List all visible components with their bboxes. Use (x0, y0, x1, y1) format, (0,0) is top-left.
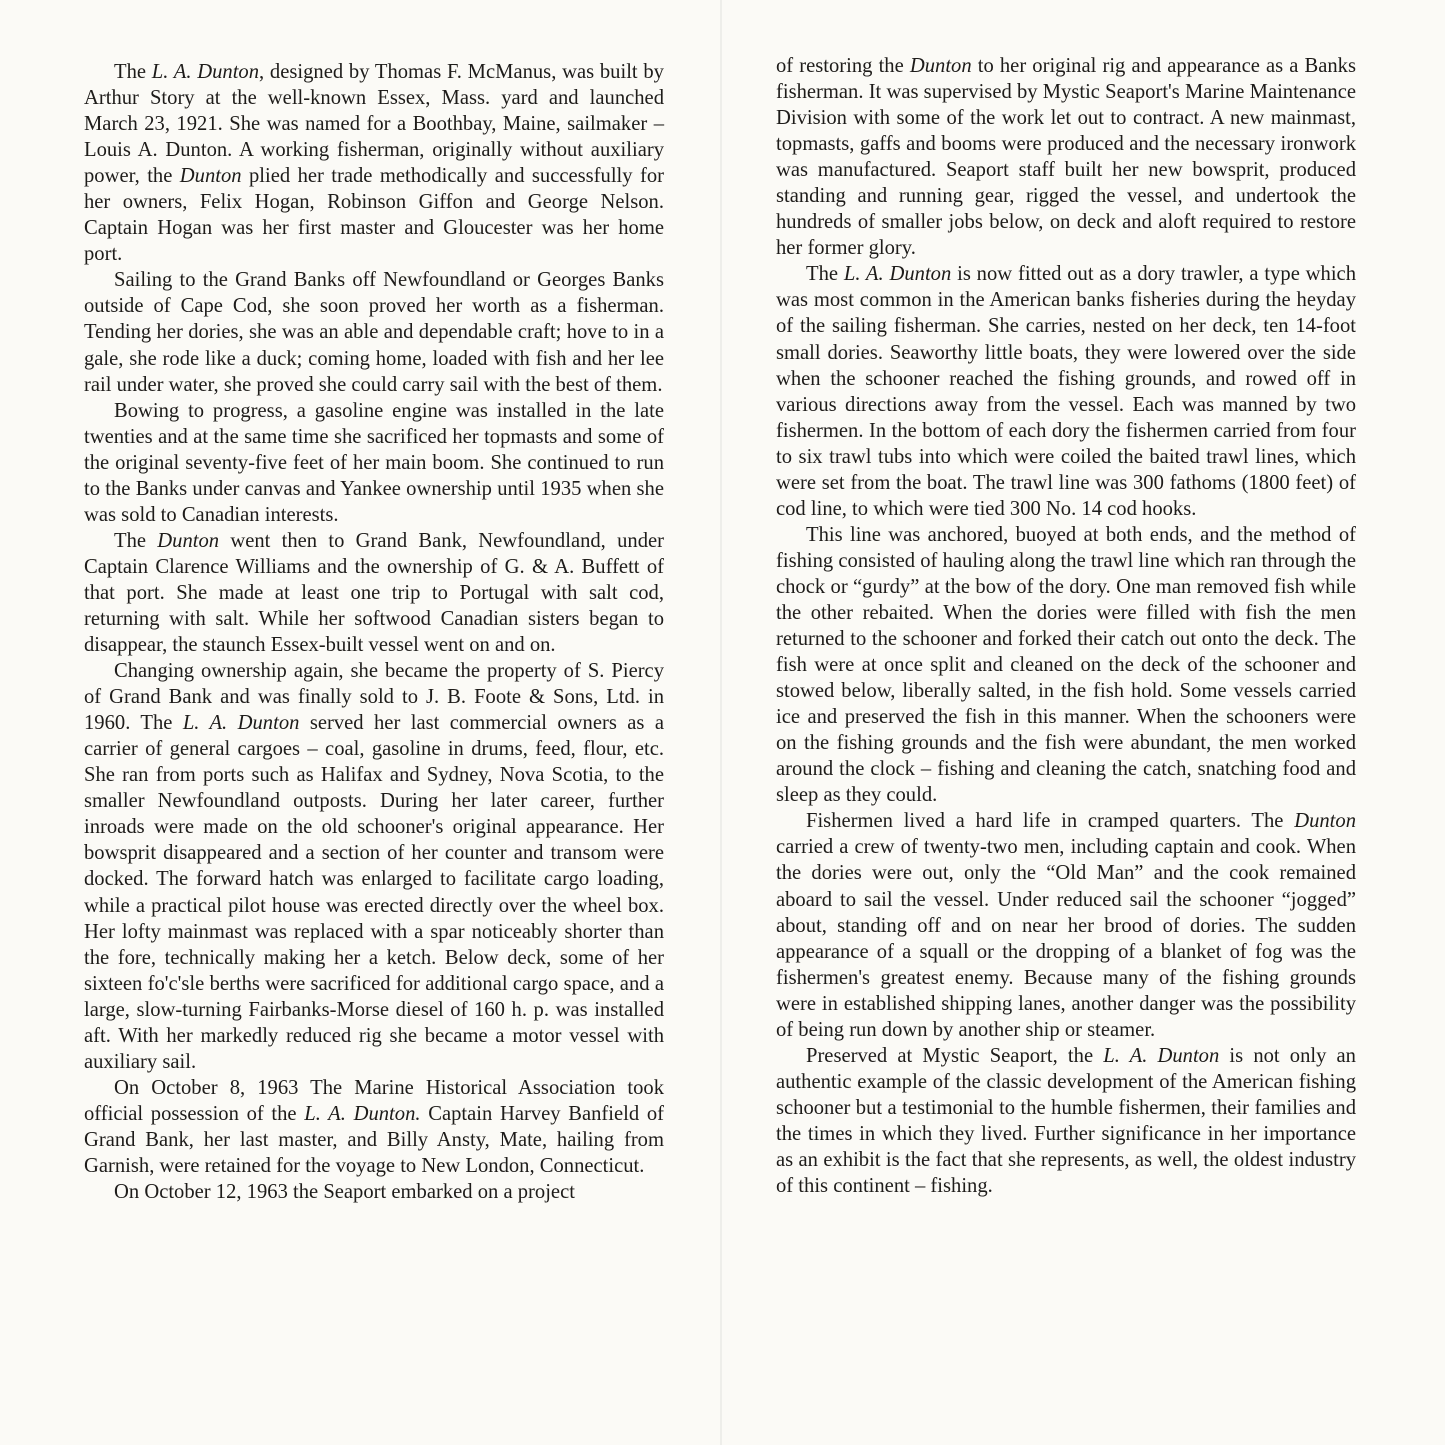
vessel-name: Dunton (179, 165, 242, 188)
paragraph-trawl-method: This line was anchored, buoyed at both ends, and the method of fishing consisted of hauling along the trawl line which ran through the chock or “gurdy” at the bow of the dory. One man removed fish while the other rebaited. When the dories were filled with fish the men returned to the schooner and forked their catch out onto the deck. The fish were at once split and cleaned on the deck of the schooner and stowed below, liberally salted, in the fish hold. Some vessels carried ice and preserved the fish in this manner. When the schooners were on the fishing grounds and the fish were abundant, the men worked around the clock – fishing and cleaning the catch, snatching food and sleep as they could. (776, 523, 1356, 807)
paragraph-dory-trawler: The L. A. Dunton is now fitted out as a dory trawler, a type which was most common in the American banks fisheries during the heyday of the sailing fisherman. She carries, nested on her deck, ten 14-foot small dories. Seaworthy little boats, they were lowered over the side when the schooner reached the fishing grounds, and rowed off in various directions away from the vessel. Each was manned by two fishermen. In the bottom of each dory the fishermen carried from four to six trawl tubs into which were coiled the baited trawl lines, which were set from the boat. The trawl line was 300 fathoms (1800 feet) of cod line, to which were tied 300 No. 14 cod hooks. (776, 263, 1356, 520)
paragraph-fishermen-life: Fishermen lived a hard life in cramped quarters. The Dunton carried a crew of twenty-two men, including captain and cook. When the dories were out, only the “Old Man” and the cook remained aboard to sail the vessel. Under reduced sail the schooner “jogged” about, standing off and on near her brood of dories. The sudden appearance of a squall or the dropping of a blanket of fog was the fishermen's greatest enemy. Because many of the fishing grounds were in established shipping lanes, another danger was the possibility of being run down by another ship or steamer. (776, 810, 1356, 1041)
right-page-column (776, 53, 1356, 1199)
paragraph-preserved: Preserved at Mystic Seaport, the L. A. Dunton is not only an authentic example of the classic development of the American fishing schooner but a testimonial to the humble fishermen, their families and the times in which they lived. Further significance in her importance as an exhibit is the fact that she represents, as well, the oldest industry of this continent – fishing. (776, 1044, 1356, 1198)
paragraph-possession-1963: On October 8, 1963 The Marine Historical Association took official possession of the L. A. Dunton. Captain Harvey Banfield of Grand Bank, her last master, and Billy Ansty, Mate, hailing from Garnish, were retained for the voyage to New London, Connecticut. (84, 1076, 665, 1177)
paragraph-grand-banks: Sailing to the Grand Banks off Newfoundland or Georges Banks outside of Cape Cod, she soon proved her worth as a fisherman. Tending her dories, she was an able and dependable craft; hove to in a gale, she rode like a duck; coming home, loaded with fish and her lee rail under water, she proved she could carry sail with the best of them. (84, 269, 664, 396)
paragraph-restoration-continued: of restoring the Dunton to her original rig and appearance as a Banks fisherman. It was supervised by Mystic Seaport's Marine Maintenance Division with some of the work let out to contract. A new mainmast, topmasts, gaffs and booms were produced and the necessary ironwork was manufactured. Seaport staff built her new bowsprit, produced standing and running gear, rigged the vessel, and undertook the hundreds of smaller jobs below, on deck and aloft required to restore her former glory. (776, 55, 1356, 260)
paragraph-restoration-start: On October 12, 1963 the Seaport embarked on a project (114, 1181, 575, 1204)
page-fold (720, 0, 722, 1445)
vessel-name: L. A. Dunton. (304, 1102, 421, 1125)
paragraph-newfoundland: The Dunton went then to Grand Bank, Newfoundland, under Captain Clarence Williams and the ownership of G. & A. Buffett of that port. She made at least one trip to Portugal with salt cod, returning with salt. While her softwood Canadian sisters began to disappear, the staunch Essex-built vessel went on and on. (84, 529, 664, 657)
vessel-name: L. A. Dunton (151, 61, 260, 83)
vessel-name: L. A. Dunton (843, 263, 952, 286)
paragraph-changing-ownership: Changing ownership again, she became the property of S. Piercy of Grand Bank and was finally sold to J. B. Foote & Sons, Ltd. in 1960. The L. A. Dunton served her last commercial owners as a carrier of general cargoes – coal, gasoline in drums, feed, flour, etc. She ran from ports such as Halifax and Sydney, Nova Scotia, to the smaller Newfoundland outposts. During her later career, further inroads were made on the old schooner's original appearance. Her bowsprit disappeared and a section of her counter and transom were docked. The forward hatch was enlarged to facilitate cargo loading, while a practical pilot house was erected directly over the wheel box. Her lofty mainmast was replaced with a spar noticeably shorter than the fore, technically making her a ketch. Below deck, some of her sixteen fo'c'sle berths were sacrificed for additional cargo space, and a large, slow-turning Fairbanks-Morse diesel of 160 h. p. was installed aft. With her markedly reduced rig she became a motor vessel with auxiliary sail. (84, 660, 664, 1073)
paragraph-design-and-launch: The L. A. Dunton, designed by Thomas F. McManus, was built by Arthur Story at the well-known Essex, Mass. yard and launched March 23, 1921. She was named for a Boothbay, Maine, sailmaker – Louis A. Dunton. A working fisherman, originally without auxiliary power, the Dunton plied her trade methodically and successfully for her owners, Felix Hogan, Robinson Giffon and George Nelson. Captain Hogan was her first master and Gloucester was her home port. (84, 61, 664, 266)
vessel-name: L. A. Dunton (1103, 1044, 1220, 1067)
vessel-name: L. A. Dunton (182, 712, 300, 735)
paragraph-gasoline-engine: Bowing to progress, a gasoline engine was installed in the late twenties and at the same time she sacrificed her topmasts and some of the original seventy-five feet of her main boom. She continued to run to the Banks under canvas and Yankee ownership until 1935 when she was sold to Canadian interests. (84, 399, 664, 526)
vessel-name: Dunton (157, 529, 220, 552)
vessel-name: Dunton (1294, 810, 1356, 833)
vessel-name: Dunton (909, 55, 972, 77)
left-page-column (84, 59, 664, 1205)
